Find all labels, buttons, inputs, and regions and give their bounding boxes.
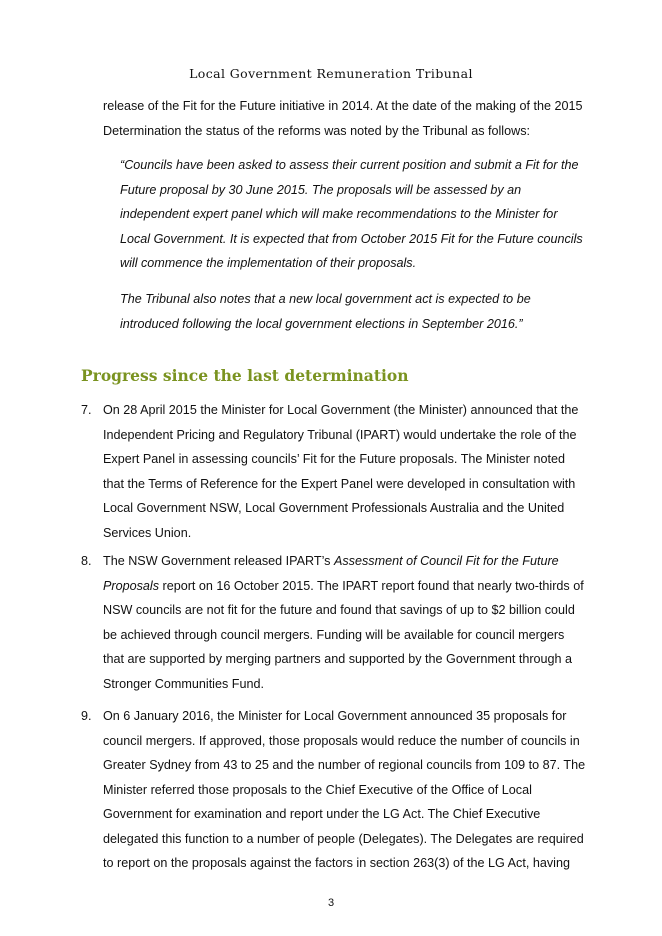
item-number: 7. (81, 403, 92, 417)
item-number: 8. (81, 554, 92, 568)
item-text: On 6 January 2016, the Minister for Local Government announced 35 proposals for council mergers. If approved, those proposals would reduce the number of councils in Greater Sydney from 43 to 25 and the number of regional councils from 109 to 87. The Minister referred those proposals to the Chief Executive of the Office of Local Government for examination and report under the LG Act. The Chief Executive delegated this function to a number of people (Delegates). The Delegates are required to report on the proposals against the factors in section 263(3) of the LG Act, having (103, 709, 586, 870)
running-header: Local Government Remuneration Tribunal (189, 66, 473, 81)
item-text: On 28 April 2015 the Minister for Local Government (the Minister) announced that the Independent Pricing and Regulatory Tribunal (IPART) would undertake the role of the Expert Panel in assessing councils’ Fit for the Future proposals. The Minister noted that the Terms of Reference for the Expert Panel were developed in consultation with Local Government NSW, Local Government Professionals Australia and the United Services Union. (103, 403, 579, 540)
item-text-start: The NSW Government released IPART’s (103, 554, 334, 568)
intro-paragraph: release of the Fit for the Future initiative in 2014. At the date of the making of the 2015 Determination the status of the reforms was noted by the Tribunal as follows: (103, 99, 583, 138)
item-number: 9. (81, 709, 92, 723)
item-text-end: report on 16 October 2015. The IPART report found that nearly two-thirds of NSW councils are not fit for the future and found that savings of up to $2 billion could be achieved through council mergers. Funding will be available for council mergers that are supported by merging partners and supported by the Government through a Stronger Communities Fund. (103, 578, 584, 691)
quote-paragraph-1: “Councils have been asked to assess their current position and submit a Fit for the Future proposal by 30 June 2015. The proposals will be assessed by an independent expert panel which will make recommendations to the Minister for Local Government. It is expected that from October 2015 Fit for the Future councils will commence the implementation of their proposals. (120, 158, 583, 270)
item-text (103, 549, 587, 696)
page-number: 3 (327, 897, 335, 909)
report-title: Assessment of Council Fit for the Future Proposals (103, 554, 559, 593)
section-heading: Progress since the last determination (81, 366, 409, 385)
quote-paragraph-2: The Tribunal also notes that a new local government act is expected to be introduced following the local government elections in September 2016.” (120, 292, 531, 331)
